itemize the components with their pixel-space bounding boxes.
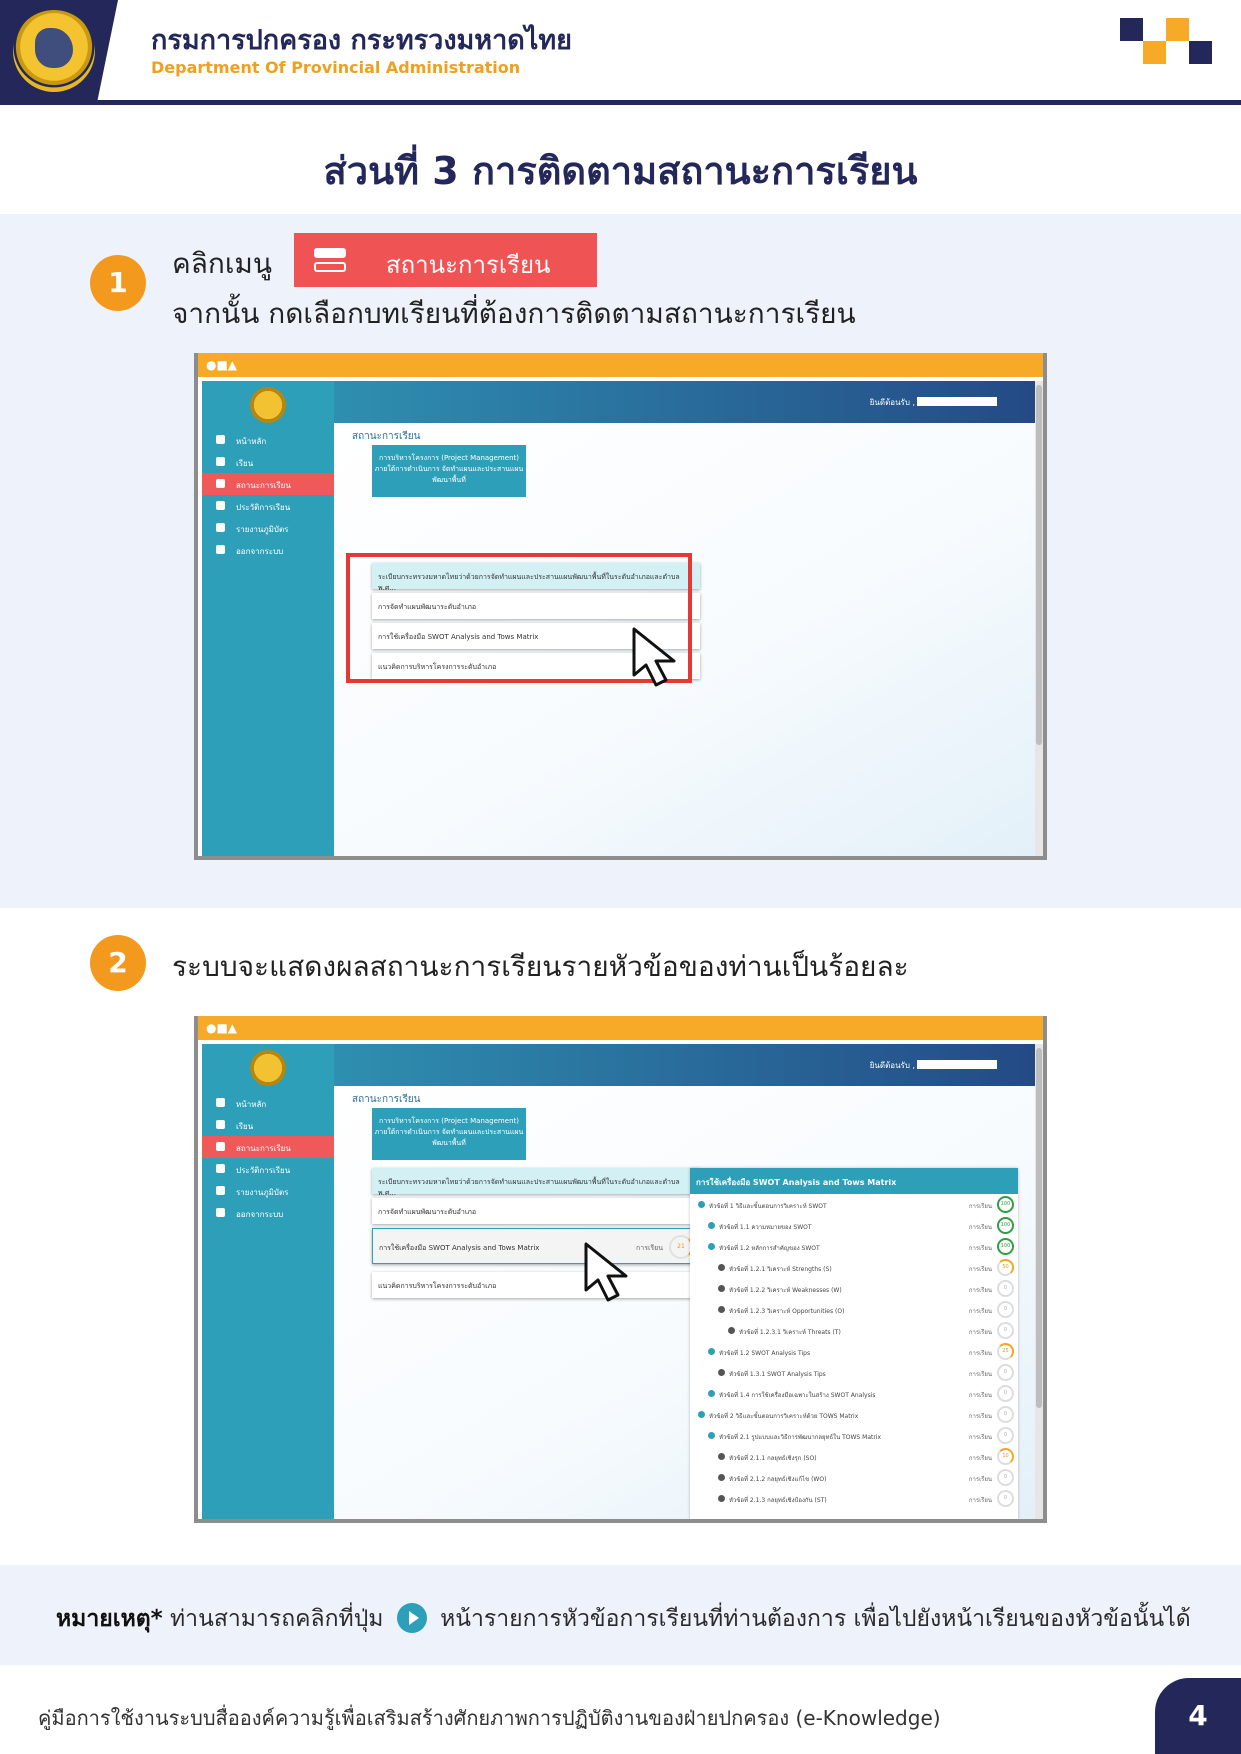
note-after-icon: หน้ารายการหัวข้อการเรียนที่ท่านต้องการ เพื่อไปยังหน้าเรียนของหัวข้อนั้นได้ [440, 1606, 1191, 1632]
step1-number: 1 [90, 255, 146, 311]
lesson-item-label: การใช้เครื่องมือ SWOT Analysis and Tows Matrix [379, 1244, 540, 1252]
topic-status-label: การเรียน [968, 1224, 992, 1231]
mouse-pointer-icon [580, 1240, 644, 1304]
play-button-icon[interactable] [708, 1390, 715, 1397]
sidebar-item-icon [216, 501, 225, 510]
sidebar-item[interactable] [202, 1202, 334, 1224]
topic-label: หัวข้อที่ 1.2.1 วิเคราะห์ Strengths (S) [729, 1266, 832, 1273]
sidebar-item[interactable] [202, 517, 334, 539]
topic-status-row[interactable] [690, 1341, 1018, 1362]
topic-status-label: การเรียน [968, 1329, 992, 1336]
topic-progress-ring: 100 [997, 1238, 1014, 1255]
page-header [0, 0, 1241, 106]
note-before-icon: ท่านสามารถคลิกที่ปุ่ม [170, 1606, 384, 1632]
topic-status-label: การเรียน [968, 1266, 992, 1273]
topic-status-row[interactable] [690, 1194, 1018, 1215]
play-button-icon[interactable] [718, 1306, 725, 1313]
topic-status-row[interactable] [690, 1257, 1018, 1278]
sidebar-item-icon [216, 457, 225, 466]
sidebar-item[interactable] [202, 1180, 334, 1202]
topic-status-label: การเรียน [968, 1245, 992, 1252]
play-button-icon[interactable] [698, 1201, 705, 1208]
play-button-icon[interactable] [718, 1369, 725, 1376]
sidebar-item-icon [216, 1164, 225, 1173]
welcome-text: ยินดีต้อนรับ , [869, 398, 915, 407]
topic-status-label: การเรียน [968, 1497, 992, 1504]
sidebar-seal-logo [250, 1050, 286, 1086]
topic-label: หัวข้อที่ 2.1.2 กลยุทธ์เชิงแก้ไข (WO) [729, 1476, 827, 1483]
department-seal-logo [13, 10, 95, 92]
topic-label: หัวข้อที่ 1.2.3 วิเคราะห์ Opportunities (O) [729, 1308, 845, 1315]
play-button-icon[interactable] [718, 1495, 725, 1502]
page-number: 4 [1155, 1678, 1241, 1754]
window-controls-icon: ●■▲ [206, 1021, 238, 1035]
sidebar-item[interactable] [202, 451, 334, 473]
note-text [56, 1601, 1191, 1637]
user-name-box [917, 397, 997, 406]
sidebar-item-label: ประวัติการเรียน [236, 1166, 291, 1175]
lesson-status-label: การเรียน [636, 1244, 663, 1252]
topic-progress-ring: 0 [997, 1280, 1014, 1297]
topic-progress-ring: 0 [997, 1490, 1014, 1507]
sidebar-item-label: สถานะการเรียน [236, 481, 291, 490]
screenshot-window-2 [194, 1016, 1047, 1523]
sidebar-item[interactable] [202, 539, 334, 561]
sidebar-item-label: สถานะการเรียน [236, 1144, 291, 1153]
header-divider [0, 100, 1241, 105]
topic-progress-ring: 100 [997, 1217, 1014, 1234]
sidebar-item-icon [216, 435, 225, 444]
sidebar-item-label: เรียน [236, 459, 254, 468]
topic-label: หัวข้อที่ 1.2 หลักการสำคัญของ SWOT [719, 1245, 820, 1252]
topic-progress-ring: 0 [997, 1406, 1014, 1423]
topic-status-label: การเรียน [968, 1476, 992, 1483]
lesson-item[interactable]: ระเบียบกระทรวงมหาดไทยว่าด้วยการจัดทำแผนและประสานแผนพัฒนาพื้นที่ในระดับอำเภอและตำบล พ.ศ... [372, 563, 700, 589]
topic-label: หัวข้อที่ 2.1.1 กลยุทธ์เชิงรุก (SO) [729, 1455, 817, 1462]
topic-label: หัวข้อที่ 1.4 การใช้เครื่องมือเฉพาะในสร้าง SWOT Analysis [719, 1392, 876, 1399]
app-topbar [334, 381, 1035, 423]
sidebar-item[interactable] [202, 1092, 334, 1114]
topic-status-row[interactable] [690, 1383, 1018, 1404]
topic-status-row[interactable] [690, 1488, 1018, 1509]
step1-instruction: จากนั้น กดเลือกบทเรียนที่ต้องการติดตามสถานะการเรียน [172, 297, 856, 330]
topic-status-label: การเรียน [968, 1392, 992, 1399]
topic-status-row[interactable] [690, 1425, 1018, 1446]
play-button-icon[interactable] [728, 1327, 735, 1334]
footer-text: คู่มือการใช้งานระบบสื่อองค์ความรู้เพื่อเสริมสร้างศักยภาพการปฏิบัติงานของฝ่ายปกครอง (e-Knowledge) [38, 1706, 941, 1730]
topic-status-row[interactable] [690, 1404, 1018, 1425]
topic-status-row[interactable] [690, 1236, 1018, 1257]
window-titlebar [194, 353, 1047, 377]
play-button-icon[interactable] [718, 1453, 725, 1460]
topic-label: หัวข้อที่ 1 วิธีและขั้นตอนการวิเคราะห์ SWOT [709, 1203, 827, 1210]
topic-status-label: การเรียน [968, 1455, 992, 1462]
sidebar-item-label: รายงานภูมิบัตร [236, 525, 289, 534]
sidebar-item-icon [216, 1186, 225, 1195]
sidebar-item-label: ประวัติการเรียน [236, 503, 291, 512]
note-section [0, 1565, 1241, 1665]
note-label: หมายเหตุ* [56, 1606, 163, 1632]
sidebar-item[interactable] [202, 495, 334, 517]
welcome-text: ยินดีต้อนรับ , [869, 1061, 915, 1070]
topic-label: หัวข้อที่ 1.2.2 วิเคราะห์ Weaknesses (W) [729, 1287, 842, 1294]
step2-number: 2 [90, 935, 146, 991]
sidebar-item-icon [216, 1098, 225, 1107]
topic-status-label: การเรียน [968, 1350, 992, 1357]
status-menu-chip-label: สถานะการเรียน [386, 251, 551, 279]
scrollbar[interactable] [1035, 1044, 1043, 1519]
topic-progress-ring: 0 [997, 1427, 1014, 1444]
window-titlebar [194, 1016, 1047, 1040]
org-name-english: Department Of Provincial Administration [151, 58, 521, 77]
status-menu-chip [294, 233, 597, 287]
step2-instruction: ระบบจะแสดงผลสถานะการเรียนรายหัวข้อของท่านเป็นร้อยละ [172, 950, 909, 983]
menu-list-icon [314, 248, 346, 272]
topic-status-label: การเรียน [968, 1308, 992, 1315]
mouse-pointer-icon [628, 625, 692, 689]
topic-label: หัวข้อที่ 1.2.3.1 วิเคราะห์ Threats (T) [739, 1329, 841, 1336]
decorative-squares-icon [1120, 18, 1212, 66]
play-button-icon[interactable] [708, 1222, 715, 1229]
topic-label: หัวข้อที่ 1.2 SWOT Analysis Tips [719, 1350, 811, 1357]
topic-progress-ring: 10 [997, 1448, 1014, 1465]
topic-status-row[interactable] [690, 1215, 1018, 1236]
lesson-item[interactable]: แนวคิดการบริหารโครงการระดับอำเภอ [372, 1272, 700, 1298]
topic-status-row[interactable] [690, 1320, 1018, 1341]
play-button-icon[interactable] [708, 1348, 715, 1355]
topic-label: หัวข้อที่ 1.3.1 SWOT Analysis Tips [729, 1371, 826, 1378]
panel-title: การใช้เครื่องมือ SWOT Analysis and Tows Matrix [690, 1168, 1018, 1194]
topic-status-row[interactable] [690, 1299, 1018, 1320]
topic-status-row[interactable] [690, 1278, 1018, 1299]
topic-progress-ring: 0 [997, 1364, 1014, 1381]
topic-status-label: การเรียน [968, 1287, 992, 1294]
sidebar-item-label: หน้าหลัก [236, 1100, 267, 1109]
sidebar-item-icon [216, 1120, 225, 1129]
topic-progress-ring: 50 [997, 1259, 1014, 1276]
lesson-item[interactable]: ระเบียบกระทรวงมหาดไทยว่าด้วยการจัดทำแผนและประสานแผนพัฒนาพื้นที่ในระดับอำเภอและตำบล พ.ศ... [372, 1168, 700, 1194]
topic-label: หัวข้อที่ 2.1 รูปแบบและวิธีการพัฒนากลยุทธ์ใน TOWS Matrix [719, 1434, 882, 1441]
lesson-item[interactable]: การจัดทำแผนพัฒนาระดับอำเภอ [372, 593, 700, 619]
lesson-item[interactable]: แนวคิดการบริหารโครงการระดับอำเภอ [372, 653, 700, 679]
sidebar-item-label: หน้าหลัก [236, 437, 267, 446]
play-button-icon[interactable] [708, 1432, 715, 1439]
topic-status-list [690, 1194, 1018, 1509]
sidebar-item[interactable] [202, 1114, 334, 1136]
topic-progress-ring: 0 [997, 1385, 1014, 1402]
sidebar-item-label: ออกจากระบบ [236, 1210, 284, 1219]
topic-label: หัวข้อที่ 1.1 ความหมายของ SWOT [719, 1224, 812, 1231]
play-button-icon[interactable] [698, 1411, 705, 1418]
sidebar-seal-logo [250, 387, 286, 423]
topic-label: หัวข้อที่ 2 วิธีและขั้นตอนการวิเคราะห์ด้วย TOWS Matrix [709, 1413, 859, 1420]
play-button-icon[interactable] [718, 1264, 725, 1271]
sidebar-item-icon [216, 479, 225, 488]
topic-status-row[interactable] [690, 1467, 1018, 1488]
topic-progress-ring: 25 [997, 1343, 1014, 1360]
topic-status-label: การเรียน [968, 1413, 992, 1420]
play-button-icon [397, 1603, 427, 1633]
sidebar-item-label: ออกจากระบบ [236, 547, 284, 556]
topic-label: หัวข้อที่ 2.1.3 กลยุทธ์เชิงป้องกัน (ST) [729, 1497, 827, 1504]
app-sidebar [202, 381, 334, 856]
window-controls-icon: ●■▲ [206, 358, 238, 372]
step1-instruction-prefix: คลิกเมนู [172, 247, 273, 280]
app-topbar [334, 1044, 1035, 1086]
sidebar-item[interactable] [202, 429, 334, 451]
lesson-item-selected[interactable] [372, 1228, 700, 1264]
topic-progress-ring: 100 [997, 1196, 1014, 1213]
topic-status-panel [690, 1168, 1018, 1519]
sidebar-item[interactable] [202, 1158, 334, 1180]
app-sidebar [202, 1044, 334, 1519]
topic-status-row[interactable] [690, 1446, 1018, 1467]
screenshot-window-1 [194, 353, 1047, 860]
content-heading: สถานะการเรียน [352, 431, 421, 442]
user-name-box [917, 1060, 997, 1069]
sidebar-item[interactable] [202, 473, 334, 495]
topic-progress-ring: 0 [997, 1322, 1014, 1339]
topic-status-label: การเรียน [968, 1203, 992, 1210]
sidebar-item-label: เรียน [236, 1122, 254, 1131]
topic-status-label: การเรียน [968, 1371, 992, 1378]
sidebar-item-icon [216, 523, 225, 532]
play-button-icon[interactable] [718, 1474, 725, 1481]
sidebar-item-label: รายงานภูมิบัตร [236, 1188, 289, 1197]
scrollbar[interactable] [1035, 381, 1043, 856]
app-content [334, 1086, 1035, 1519]
lesson-progress-ring: 21 [669, 1235, 693, 1259]
page-title: ส่วนที่ 3 การติดตามสถานะการเรียน [323, 149, 918, 193]
course-card[interactable]: การบริหารโครงการ (Project Management) ภายใต้การดำเนินการ จัดทำแผนและประสานแผนพัฒนาพื้นที่ [372, 1108, 526, 1160]
sidebar-item[interactable] [202, 1136, 334, 1158]
topic-status-row[interactable] [690, 1362, 1018, 1383]
topic-status-label: การเรียน [968, 1434, 992, 1441]
topic-progress-ring: 0 [997, 1301, 1014, 1318]
content-heading: สถานะการเรียน [352, 1094, 421, 1105]
org-name-thai: กรมการปกครอง กระทรวงมหาดไทย [151, 25, 572, 56]
play-button-icon[interactable] [708, 1243, 715, 1250]
sidebar-item-icon [216, 545, 225, 554]
topic-progress-ring: 0 [997, 1469, 1014, 1486]
lesson-item[interactable]: การจัดทำแผนพัฒนาระดับอำเภอ [372, 1198, 700, 1224]
course-card[interactable]: การบริหารโครงการ (Project Management) ภายใต้การดำเนินการ จัดทำแผนและประสานแผนพัฒนาพื้นที่ [372, 445, 526, 497]
sidebar-item-icon [216, 1142, 225, 1151]
app-content [334, 423, 1035, 856]
play-button-icon[interactable] [718, 1285, 725, 1292]
lesson-item[interactable]: การใช้เครื่องมือ SWOT Analysis and Tows Matrix [372, 623, 700, 649]
sidebar-item-icon [216, 1208, 225, 1217]
